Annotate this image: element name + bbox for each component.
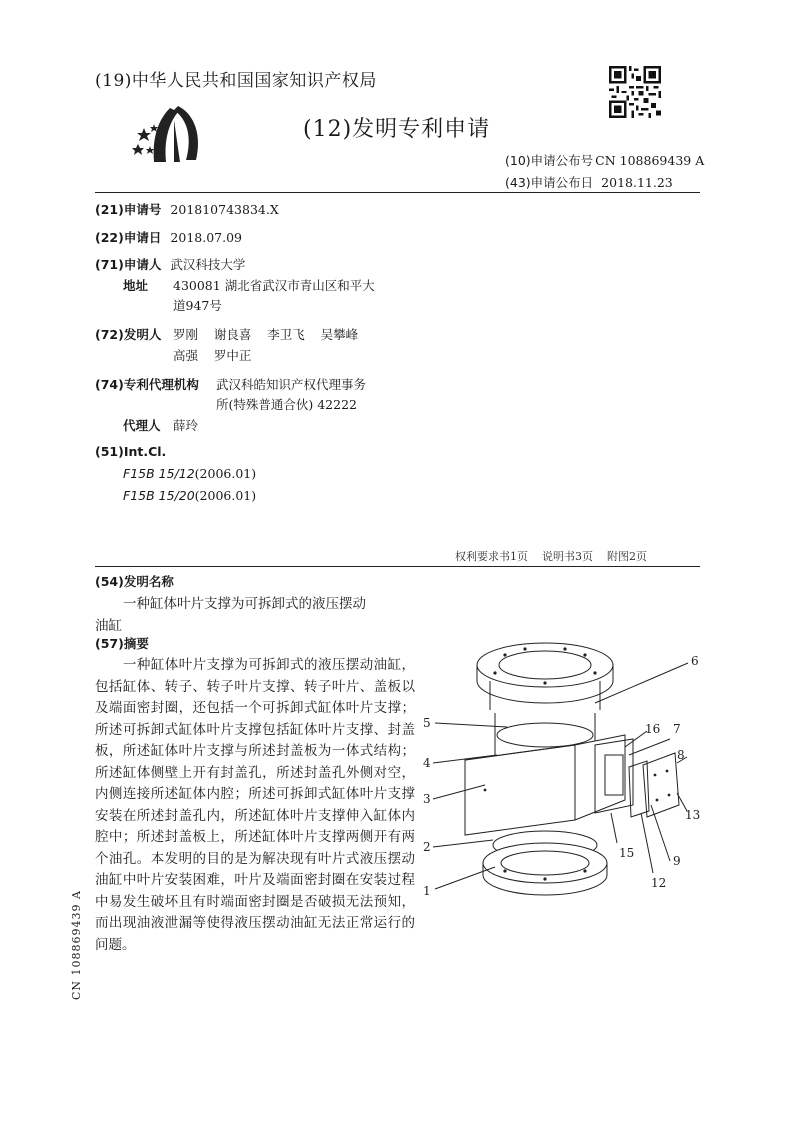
ipc-code-2: F15B 15/20: [123, 488, 195, 503]
figure-label-3: 3: [423, 792, 431, 806]
side-publication-number: CN 108869439 A: [70, 890, 83, 1000]
figure-label-6: 6: [691, 654, 699, 668]
application-date: 2018.07.09: [170, 230, 242, 245]
ipc-version-1: (2006.01): [194, 466, 257, 481]
application-number-row: [95, 199, 279, 218]
ipc-version-2: (2006.01): [194, 488, 257, 503]
figure-label-15: 15: [619, 846, 635, 860]
figure-label-16: 16: [645, 722, 661, 736]
cnipa-logo: [130, 100, 215, 170]
applicant-row: [95, 254, 245, 273]
publication-number-label: (10)申请公布号: [505, 153, 594, 168]
document-type: (12)发明专利申请: [303, 117, 491, 142]
figure-label-4: 4: [423, 756, 431, 770]
application-number: 201810743834.X: [170, 202, 279, 217]
figure-label-8: 8: [677, 748, 685, 762]
figure-label-1: 1: [423, 884, 431, 898]
figure-label-9: 9: [673, 854, 681, 868]
invention-title-line-2: 油缸: [95, 617, 122, 634]
title-label: (54)发明名称: [95, 574, 174, 589]
agency-line-1: 武汉科皓知识产权代理事务: [216, 377, 367, 392]
abstract-label: (57)摘要: [95, 636, 149, 651]
agent-label: 代理人: [123, 418, 161, 433]
applicant: 武汉科技大学: [170, 257, 246, 272]
figure-label-7: 7: [673, 722, 681, 736]
publication-date-label: (43)申请公布日: [505, 175, 594, 190]
figure-label-2: 2: [423, 840, 431, 854]
page-counts: 权利要求书1页 说明书3页 附图2页: [455, 550, 647, 563]
ipc-label: (51)Int.Cl.: [95, 444, 167, 459]
publication-number: CN 108869439 A: [595, 153, 705, 168]
agent: 薛玲: [173, 418, 199, 433]
ipc-row-1: [123, 466, 256, 481]
figure-label-5: 5: [423, 716, 431, 730]
address-line-2: 道947号: [173, 298, 222, 313]
inventors-line-2: 高强 罗中正: [173, 348, 252, 363]
office-name: (19)中华人民共和国国家知识产权局: [95, 71, 377, 91]
cylinder-drawing: [415, 635, 710, 905]
ipc-row-2: [123, 488, 256, 503]
figure-label-12: 12: [651, 876, 667, 890]
qr-code-icon: [609, 66, 661, 118]
abstract-text: 一种缸体叶片支撑为可拆卸式的液压摆动油缸，包括缸体、转子、转子叶片支撑、转子叶片、盖板以及端面密封圈，还包括一个可拆卸式缸体叶片支撑；所述可拆卸式缸体叶片支撑包括缸体叶片支撑、封盖板，所述缸体叶片支撑与所述封盖板为一体式结构；所述缸体侧壁上开有封盖孔，所述封盖孔外侧对空，内侧连接所述缸体内腔；所述可拆卸式缸体叶片支撑安装在所述封盖孔内，所述缸体叶片支撑伸入缸体内腔中；所述封盖板上，所述缸体叶片支撑两侧开有两个油孔。本发明的目的是为解决现有叶片式液压摆动油缸中叶片安装困难，叶片及端面密封圈在安装过程中易发生破坏且有时端面密封圈是否破损无法预知，而出现油液泄漏等使得液压摆动油缸无法正常运行的问题。: [95, 657, 415, 953]
figure-label-13: 13: [685, 808, 701, 822]
application-date-label: (22)申请日: [95, 230, 162, 245]
pages-divider: [95, 566, 700, 567]
agency-line-2: 所(特殊普通合伙) 42222: [216, 397, 357, 412]
address-line-1: 430081 湖北省武汉市青山区和平大: [173, 278, 375, 293]
application-date-row: [95, 227, 242, 246]
header-divider: [95, 192, 700, 193]
applicant-label: (71)申请人: [95, 257, 162, 272]
invention-title: [95, 594, 423, 637]
ipc-code-1: F15B 15/12: [123, 466, 195, 481]
publication-number-row: [505, 151, 704, 169]
inventors-line-1: 罗刚 谢良喜 李卫飞 吴攀峰: [173, 327, 359, 342]
publication-date-row: [505, 173, 673, 191]
address-label: 地址: [123, 278, 149, 293]
publication-date: 2018.11.23: [601, 175, 673, 190]
application-number-label: (21)申请号: [95, 202, 162, 217]
agency-label: (74)专利代理机构: [95, 377, 199, 392]
invention-title-line-1: 一种缸体叶片支撑为可拆卸式的液压摆动: [123, 596, 366, 612]
inventors-label: (72)发明人: [95, 327, 162, 342]
